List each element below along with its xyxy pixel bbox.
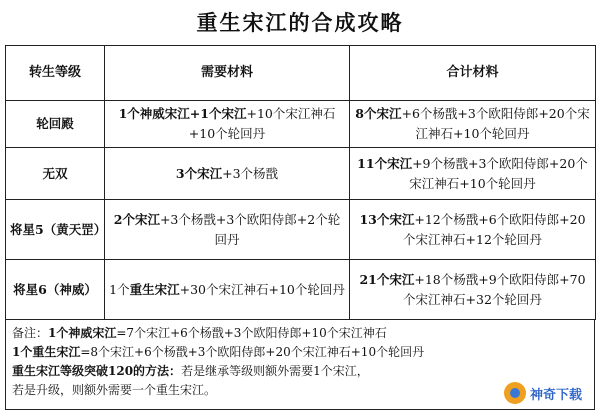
total-cell — [350, 148, 596, 200]
level-cell: 将星6（神威） — [6, 260, 105, 320]
text-segment: +30个宋江神石+10个轮回丹 — [179, 281, 345, 297]
text-segment: +12个杨戬+6个欧阳侍郎+20个宋江神石+12个轮回丹 — [403, 211, 586, 247]
bold-text: 2个宋江 — [113, 211, 160, 227]
bold-text: 1个神威宋江 — [48, 326, 117, 340]
text-segment: +3个杨戬 — [222, 165, 279, 181]
page-title: 重生宋江的合成攻略 — [196, 10, 404, 35]
bold-text: 21个宋江 — [359, 271, 415, 287]
watermark — [500, 380, 586, 406]
text-segment: +18个杨戬+9个欧阳侍郎+70个宋江神石+32个轮回丹 — [403, 271, 586, 307]
bold-text: 11个宋江 — [357, 155, 413, 171]
table-row — [6, 101, 596, 148]
header-total: 合计材料 — [350, 46, 596, 101]
required-cell — [105, 200, 350, 260]
watermark-text: 神奇下载 — [529, 387, 582, 403]
bold-text: 1个神威宋江+1个宋江 — [118, 106, 247, 121]
text-segment: 1个 — [109, 281, 130, 297]
total-cell — [350, 101, 596, 148]
header-required: 需要材料 — [105, 46, 350, 101]
text-segment: 若是升级，则额外需要一个重生宋江。 — [12, 383, 217, 397]
header-level: 转生等级 — [6, 46, 105, 101]
total-cell — [350, 200, 596, 260]
text-segment: =7个宋江+6个杨戬+3个欧阳侍郎+10个宋江神石 — [116, 326, 387, 340]
bold-text: 3个宋江 — [175, 165, 223, 181]
text-segment: =8个宋江+6个杨戬+3个欧阳侍郎+20个宋江神石+10个轮回丹 — [80, 345, 425, 359]
bold-text: 重生宋江等级突破120的方法： — [12, 364, 182, 378]
level-cell: 无双 — [6, 148, 105, 200]
bold-text: 13个宋江 — [359, 211, 415, 227]
note-line — [12, 343, 588, 362]
text-segment: 备注： — [12, 326, 49, 340]
level-cell: 将星5（黄天罡） — [6, 200, 105, 260]
text-segment: +3个杨戬+3个欧阳侍郎+2个轮回丹 — [159, 211, 341, 247]
site-logo-icon — [504, 382, 526, 404]
bold-text: 8个宋江 — [355, 106, 402, 121]
text-segment: 若是继承等级则额外需要1个宋江， — [181, 364, 369, 378]
table-row — [6, 200, 596, 260]
level-cell: 轮回殿 — [6, 101, 105, 148]
note-line — [12, 324, 588, 343]
required-cell — [105, 101, 350, 148]
total-cell — [350, 260, 596, 320]
table-row — [6, 148, 596, 200]
synthesis-table — [5, 45, 596, 320]
table-header-row — [6, 46, 596, 101]
required-cell — [105, 148, 350, 200]
required-cell — [105, 260, 350, 320]
text-segment: +9个杨戬+3个欧阳侍郎+20个宋江神石+10个轮回丹 — [409, 155, 588, 191]
table-row — [6, 260, 596, 320]
bold-text: 1个重生宋江 — [12, 345, 81, 359]
note-line — [12, 362, 588, 381]
bold-text: 重生宋江 — [129, 281, 180, 297]
text-segment: +6个杨戬+3个欧阳侍郎+20个宋江神石+10个轮回丹 — [401, 106, 590, 141]
text-segment: +10个宋江神石+10个轮回丹 — [188, 106, 336, 141]
